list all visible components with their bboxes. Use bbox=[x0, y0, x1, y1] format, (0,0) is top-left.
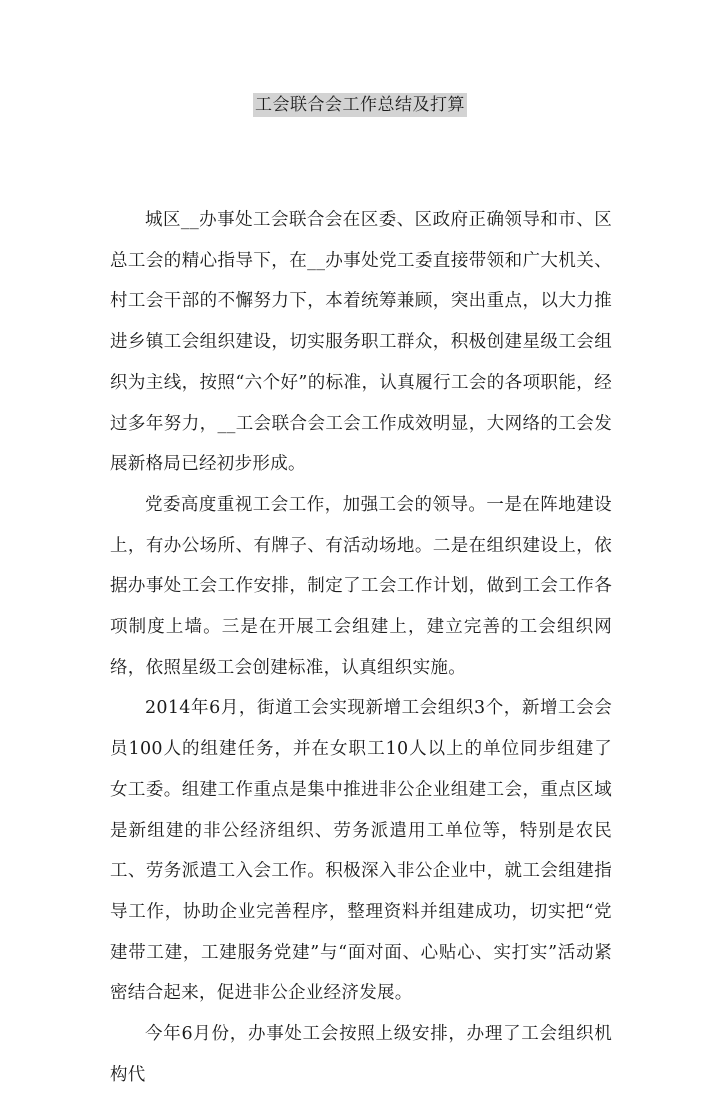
document-title: 工会联合会工作总结及打算 bbox=[255, 95, 465, 115]
document-body bbox=[110, 200, 612, 1095]
paragraph-1: 城区__办事处工会联合会在区委、区政府正确领导和市、区总工会的精心指导下，在__办事处党工委直接带领和广大机关、村工会干部的不懈努力下，本着统筹兼顾，突出重点，以大力推进乡镇工会组织建设，切实服务职工群众，积极创建星级工会组织为主线，按照“六个好”的标准，认真履行工会的各项职能，经过多年努力，__工会联合会工会工作成效明显，大网络的工会发展新格局已经初步形成。 bbox=[110, 210, 612, 475]
paragraph-3: 2014年6月，街道工会实现新增工会组织3个，新增工会会员100人的组建任务，并在女职工10人以上的单位同步组建了女工委。组建工作重点是集中推进非公企业组建工会，重点区域是新组建的非公经济组织、劳务派遣用工单位等，特别是农民工、劳务派遣工入会工作。积极深入非公企业中，就工会组建指导工作，协助企业完善程序，整理资料并组建成功，切实把“党建带工建，工建服务党建”与“面对面、心贴心、实打实”活动紧密结合起来，促进非公企业经济发展。 bbox=[110, 698, 612, 1004]
paragraph-2: 党委高度重视工会工作，加强工会的领导。一是在阵地建设上，有办公场所、有牌子、有活动场地。二是在组织建设上，依据办事处工会工作安排，制定了工会工作计划，做到工会工作各项制度上墙。三是在开展工会组建上，建立完善的工会组织网络，依照星级工会创建标准，认真组织实施。 bbox=[110, 494, 612, 678]
title-container bbox=[0, 93, 720, 117]
paragraph-4: 今年6月份，办事处工会按照上级安排，办理了工会组织机构代 bbox=[110, 1024, 612, 1085]
